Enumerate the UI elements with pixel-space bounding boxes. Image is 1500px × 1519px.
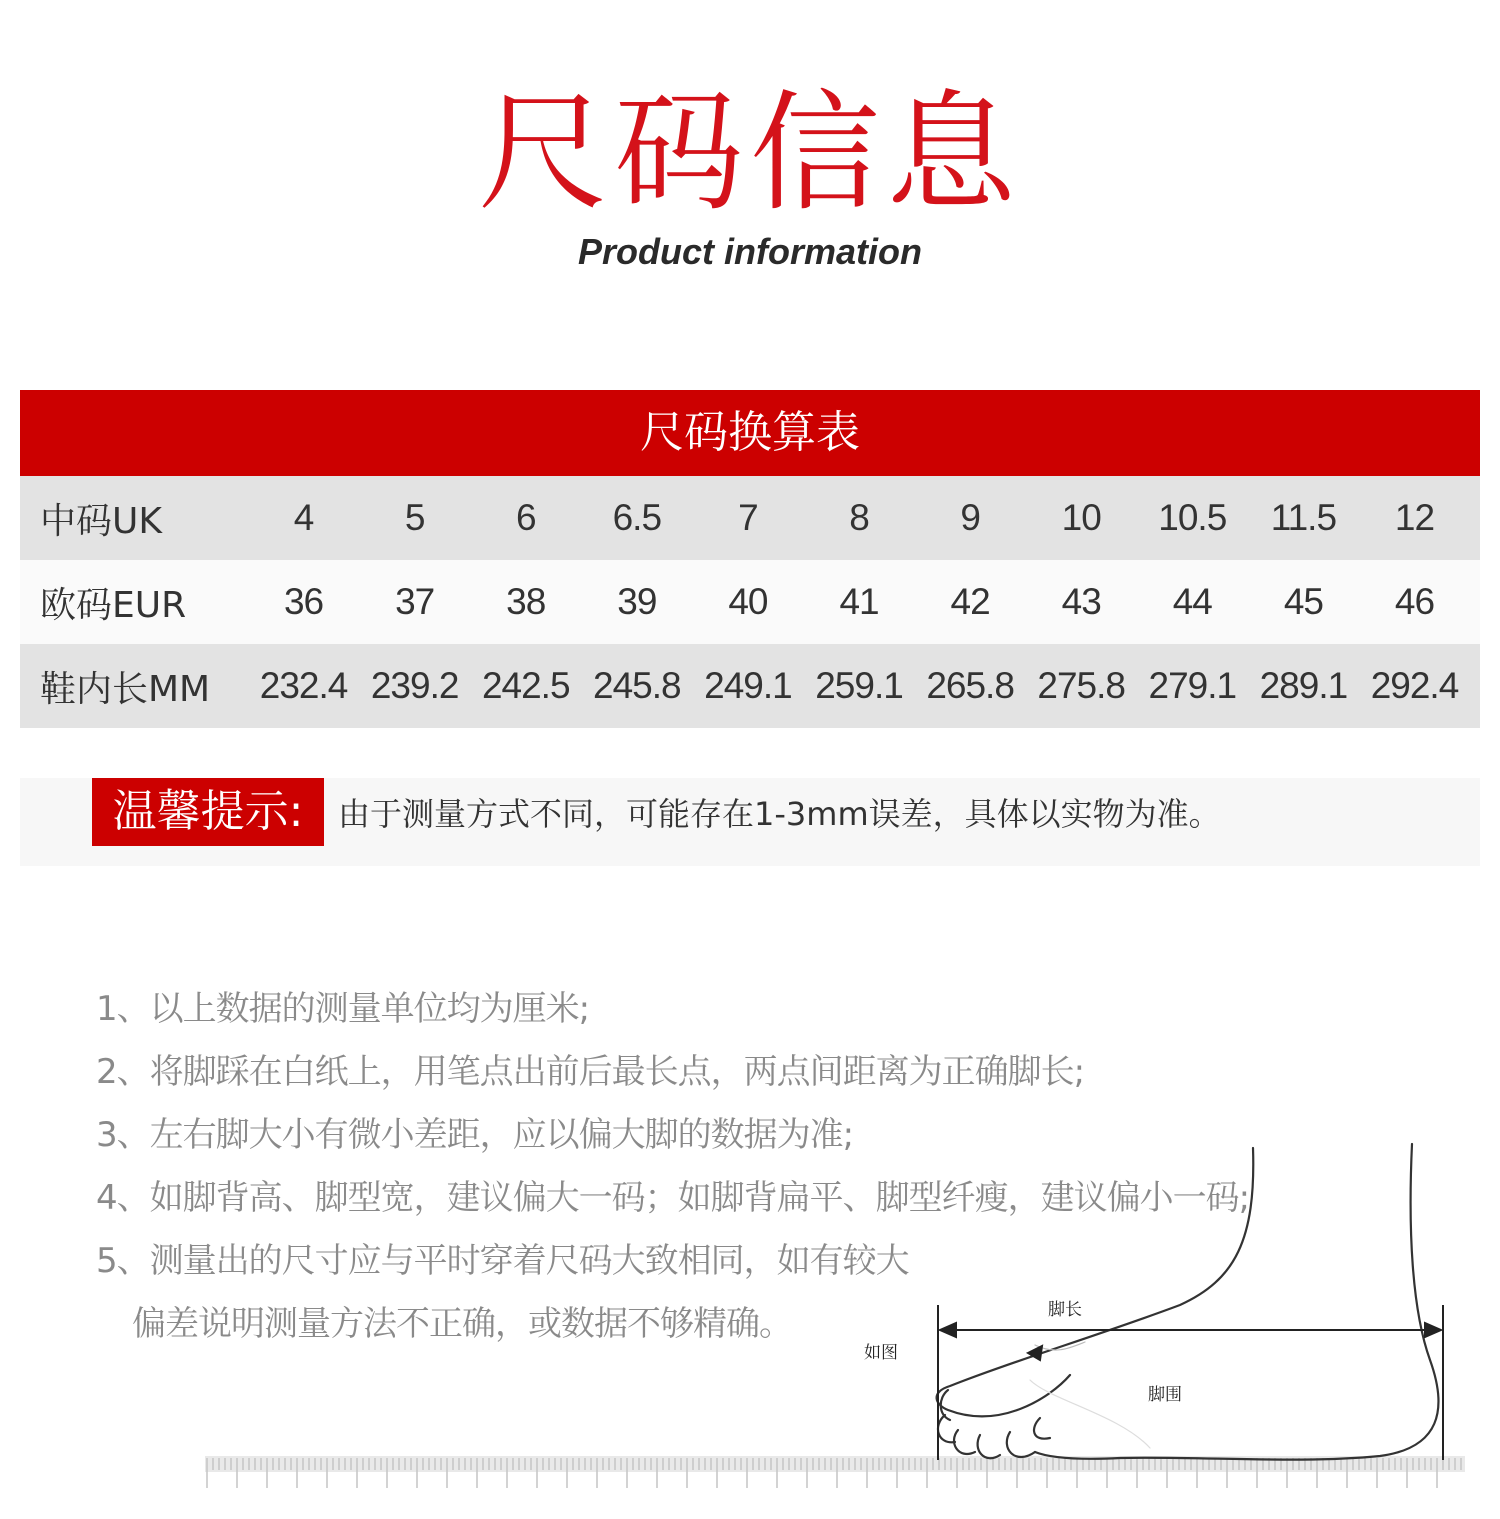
table-cell: 265.8 bbox=[926, 665, 1014, 706]
table-cell: 41 bbox=[839, 581, 879, 622]
table-cell: 292.4 bbox=[1370, 665, 1459, 706]
foot-outline-icon bbox=[937, 1144, 1439, 1460]
table-cell: 46 bbox=[1394, 581, 1435, 622]
table-cell: 43 bbox=[1061, 581, 1101, 622]
table-cell: 259.1 bbox=[815, 665, 903, 706]
table-cell: 245.8 bbox=[593, 665, 681, 706]
label-foot-length: 脚长 bbox=[1048, 1300, 1082, 1320]
table-cell: 289.1 bbox=[1259, 665, 1348, 706]
table-cell: 12 bbox=[1394, 497, 1435, 538]
table-cell: 4 bbox=[293, 497, 314, 538]
table-cell: 37 bbox=[395, 581, 435, 622]
row-label: 鞋内长MM bbox=[40, 668, 211, 710]
table-cell: 40 bbox=[728, 581, 768, 622]
table-cell: 242.5 bbox=[481, 665, 570, 706]
table-cell: 9 bbox=[960, 497, 980, 538]
label-as-shown: 如图 bbox=[864, 1343, 898, 1363]
table-row-eur bbox=[20, 560, 1480, 644]
table-cell: 249.1 bbox=[704, 665, 792, 706]
note-item: 4、如脚背高、脚型宽，建议偏大一码；如脚背扁平、脚型纤瘦，建议偏小一码; bbox=[96, 1178, 1250, 1218]
table-row-mm bbox=[20, 644, 1480, 728]
foot-length-arrow-icon bbox=[938, 1305, 1443, 1460]
table-cell: 5 bbox=[404, 497, 425, 538]
table-cell: 275.8 bbox=[1037, 665, 1125, 706]
table-cell: 232.4 bbox=[259, 665, 348, 706]
table-cell: 6 bbox=[515, 497, 536, 538]
ruler-icon bbox=[205, 1456, 1465, 1488]
note-item: 5、测量出的尺寸应与平时穿着尺码大致相同，如有较大 bbox=[96, 1241, 909, 1281]
page-title: 尺码信息 bbox=[477, 77, 1022, 229]
tip-badge: 温馨提示: bbox=[92, 778, 324, 846]
table-header: 尺码换算表 bbox=[20, 390, 1480, 476]
note-item: 3、左右脚大小有微小差距，应以偏大脚的数据为准; bbox=[96, 1115, 854, 1155]
tip-text: 由于测量方式不同，可能存在1-3mm误差，具体以实物为准。 bbox=[338, 795, 1221, 833]
table-cell: 42 bbox=[950, 581, 990, 622]
table-row-uk bbox=[20, 476, 1480, 560]
table-cell: 44 bbox=[1172, 581, 1212, 622]
table-cell: 36 bbox=[283, 581, 324, 622]
page-subtitle: Product information bbox=[578, 231, 922, 272]
table-cell: 279.1 bbox=[1148, 665, 1237, 706]
table-cell: 6.5 bbox=[612, 497, 662, 538]
note-item: 2、将脚踩在白纸上，用笔点出前后最长点，两点间距离为正确脚长; bbox=[96, 1052, 1085, 1092]
foot-measurement-diagram bbox=[0, 1130, 1500, 1519]
size-conversion-table bbox=[20, 390, 1480, 728]
table-cell: 38 bbox=[506, 581, 546, 622]
table-cell: 11.5 bbox=[1270, 497, 1337, 538]
table-cell: 10 bbox=[1061, 497, 1101, 538]
table-cell: 8 bbox=[849, 497, 869, 538]
table-cell: 10.5 bbox=[1158, 497, 1227, 538]
note-item: 1、以上数据的测量单位均为厘米; bbox=[96, 989, 590, 1029]
row-label: 欧码EUR bbox=[40, 584, 187, 626]
table-cell: 39 bbox=[617, 581, 657, 622]
note-item: 偏差说明测量方法不正确，或数据不够精确。 bbox=[132, 1304, 792, 1344]
warm-tip-bar bbox=[20, 778, 1480, 866]
table-cell: 7 bbox=[738, 497, 758, 538]
row-label: 中码UK bbox=[40, 500, 162, 542]
table-cell: 45 bbox=[1283, 581, 1323, 622]
table-cell: 239.2 bbox=[370, 665, 459, 706]
label-foot-girth: 脚围 bbox=[1148, 1385, 1182, 1405]
